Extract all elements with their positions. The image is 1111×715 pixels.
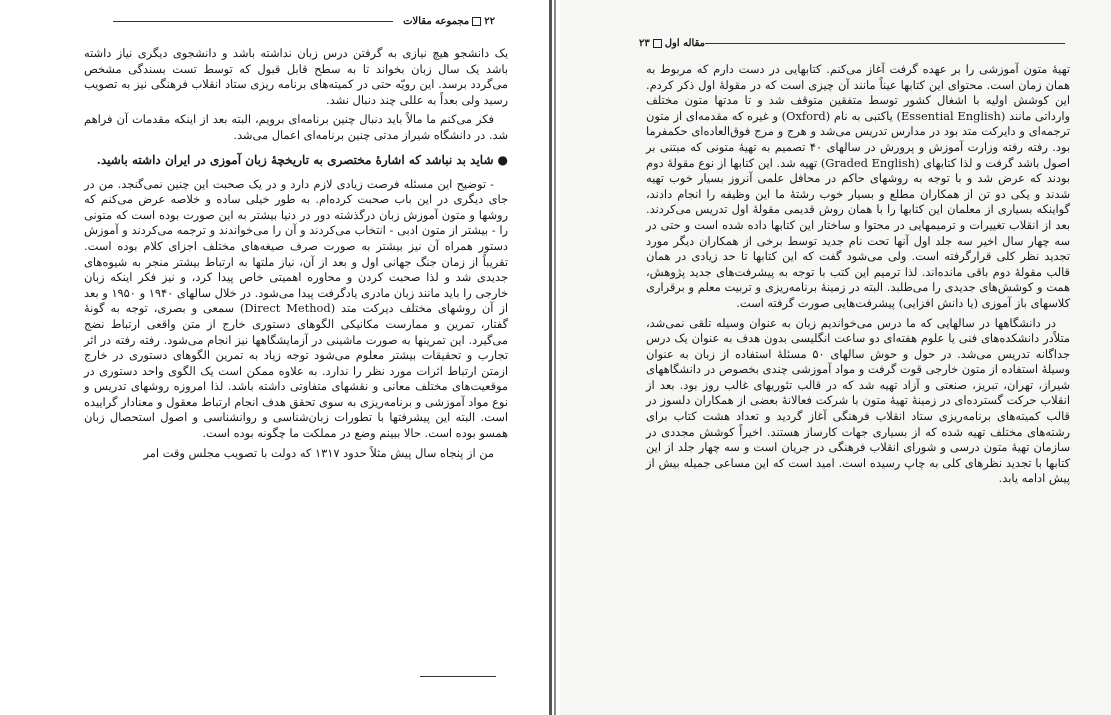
right-page bbox=[560, 0, 1111, 715]
paragraph: تهیهٔ متون آموزشی را بر عهده گرفت آغاز می‌کنم. کتابهایی در دست دارم که مربوط به همان زمان است. محتوای این کتابها عیناً مانند آن چیزی است که در مقولهٔ اول ذکر کردم. این کوشش اولیه با اشغال کشور توسط متفقین متوقف شد و تا مدتها متون مختلف وارداتی مانند (Essential English) یاکتبی به نام (Oxford) و غیره که مقدمه‌ای از متون ترجمه‌ای و دایرکت متد بود در مدارس تدریس می‌شد و هرج و مرج فوق‌العاده‌ای حکمفرما بود. رفته رفته وزارت آموزش و پرورش در سالهای ۴۰ تصمیم به تهیهٔ متونی که مبتنی بر اصول باشد گرفت و لذا کتابهای (Graded English) تهیه شد. این کتابها از نوع مقولهٔ دوم بودند که عرض شد و با توجه به روشهای حاکم در محافل علمی آنروز بسیار خوب تهیه شدند و یکی دو تن از همکاران مطلع و بسیار خوب رشتهٔ ما این وظیفه را انجام دادند، گواینکه بسیاری از معلمان این کتابها را با همان روش قدیمی مقولهٔ اول تدریس می‌کردند. بعد از انقلاب تغییرات و ترمیمهایی در محتوا و ساختار این کتابها داده شده است و حتی در سه چهار سال اخیر سه جلد اول آنها تحت نام جدید توسط برخی از همکاران دیگر مورد تجدید نظر کلی قرارگرفته است. ولی می‌شود گفت که این کتابها تا حد زیادی در همان قالب مقولهٔ دوم باقی مانده‌اند. لذا ترمیم این کتب با توجه به پیشرفت‌های جدید پژوهش، همت و کوشش‌های جدیدی را می‌طلبد. البته در زمینهٔ برنامه‌ریزی و تربیت معلم و برقراری کلاسهای باز آموزی (یا دانش افزایی) پیشرفت‌هایی صورت گرفته است. bbox=[646, 62, 1070, 310]
right-page-number: ۲۳ bbox=[639, 38, 650, 49]
square-ornament-icon bbox=[472, 17, 481, 26]
left-page-header bbox=[85, 16, 495, 27]
paragraph: یک دانشجو هیچ نیازی به گرفتن درس زبان نداشته باشد و دانشجوی دیگری نیاز داشته باشد یک سال زبان بخواند تا به سطح قابل قبول که توسط تست بسندگی مشخص می‌گردد برسد. این رویّه حتی در کمیته‌های برنامه ریزی ستاد انقلاب فرهنگی نیز به تصویب رسید ولی بعداً به عللی چند دنبال نشد. bbox=[84, 46, 508, 107]
square-ornament-icon bbox=[653, 39, 662, 48]
paragraph: در دانشگاهها در سالهایی که ما درس می‌خواندیم زبان به عنوان وسیله تلقی نمی‌شد، متلاًدر دانشکده‌های فنی یا علوم هفته‌ای دو ساعت انگلیسی بدون هدف به عنوان یک درس جداگانه تدریس می‌شد. در حول و حوش سالهای ۵۰ مسئلهٔ استفاده از زبان به عنوان وسیلهٔ استفاده از متون خارجی قوت گرفت و مواد آموزشی چندی بخصوص در دانشگاههای شیراز، تهران، تبریز، صنعتی و آزاد تهیه شد که در قالب تئوریهای غالب روز بود. بعد از انقلاب حرکت گسترده‌ای در زمینهٔ تهیهٔ متون با شرکت فعالانهٔ بعضی از همکاران دلسوز در قالب کمیته‌های برنامه‌ریزی ستاد انقلاب فرهنگی آغاز گردید و تعداد هشت کتاب برای رشته‌های مختلف تهیه شده که از بسیاری جهات کارساز هستند. اخیراً کوشش مجددی در سازمان تهیهٔ متون درسی و شورای انقلاب فرهنگی در جریان است و سه چهار جلد از این کتابها با تجدید نظرهای کلی به چاپ رسیده است. امید است که این مساعی جمیله بیش از پیش ادامه یابد. bbox=[646, 315, 1070, 486]
bullet-dot-icon: ● bbox=[497, 152, 508, 167]
book-spine bbox=[549, 0, 552, 715]
paragraph: من از پنجاه سال پیش مثلاً حدود ۱۳۱۷ که دولت با تصویب مجلس وقت امر bbox=[143, 445, 494, 460]
paragraph: فکر می‌کنم ما مالاً باید دنبال چنین برنامه‌ای برویم، البته بعد از اینکه مقدمات آن فراهم شد. در دانشگاه شیراز مدتی چنین برنامه‌ای اعمال می‌شد. bbox=[84, 112, 508, 142]
left-running-title: مجموعه مقالات bbox=[403, 16, 470, 27]
right-running-title: مقاله اول bbox=[664, 38, 705, 49]
left-page-number: ۲۲ bbox=[484, 16, 495, 27]
left-page-body bbox=[84, 46, 508, 465]
question-text: شاید بد نباشد که اشارهٔ مختصری به تاریخچهٔ زبان آموزی در ایران داشته باشید. bbox=[96, 152, 494, 167]
header-rule bbox=[705, 43, 1065, 44]
right-page-body bbox=[646, 62, 1070, 491]
left-page bbox=[0, 0, 548, 715]
footer-rule bbox=[420, 676, 496, 677]
answer-paragraph: - توضیح این مسئله فرصت زیادی لازم دارد و در یک صحبت این چنین نمی‌گنجد. من در جای دیگری در این باب صحبت کرده‌ام. به طور خیلی ساده و خلاصه عرض می‌کنم که روشها و متون آموزش زبان درگذشته دور در دنیا بیشتر به این صورت بوده است که متونی را - بیشتر از متون ادبی - انتخاب می‌کردند و آن را می‌خواندند و ترجمه می‌کردند و آموزش دستور همراه آن نیز بیشتر به صورت صرف صیغه‌های مختلف اجزای کلام بوده است. تقریباً از زمان جنگ جهانی اول و بعد از آن، نیاز ملتها به ارتباط بیشتر منجر به شیوه‌های جدیدی شد و لذا صحبت کردن و محاوره اهمیتی خاص پیدا کرد، و نیز فکر اینکه زبان خارجی را باید مانند زبان مادری یادگرفت پیدا می‌شود. در خلال سالهای ۱۹۴۰ و ۱۹۵۰ و بعد از آن روشهای مختلف دیرکت متد (Direct Method) سمعی و بصری، توجه به گونهٔ گفتار، تمرین و ممارست مکانیکی الگوهای دستوری خارج از متن واقعی ارتباط نضج می‌گیرد. این تمرینها به صورت ماشینی در آزمایشگاهها نیز انجام می‌شود. رفته رفته در اثر تجارب و تحقیقات بیشتر معلوم می‌شود توجه زیاد به تمرین الگوهای دستوری در خارج ازمتن ارتباط اثرات مورد نظر را ندارد. به علاوه ممکن است یک الگوی واحد دستوری در موقعیت‌های مختلف معانی و نقشهای متفاوتی داشته باشد. لذا امروزه روشهای تدریس و نوع مواد آموزشی و برنامه‌ریزی به سوی تحقق هدف انجام ارتباط معقول و معنادار گراییده است. البته این پیشرفتها با تطورات زبان‌شناسی و روانشناسی و اصول استحصال زبان همسو بوده است. حالا ببینم وضع در مملکت ما چگونه بوده است. bbox=[84, 176, 508, 441]
book-spine-edge bbox=[554, 0, 556, 715]
right-page-header bbox=[635, 38, 1075, 49]
header-rule bbox=[113, 21, 393, 22]
interview-question bbox=[84, 152, 508, 169]
